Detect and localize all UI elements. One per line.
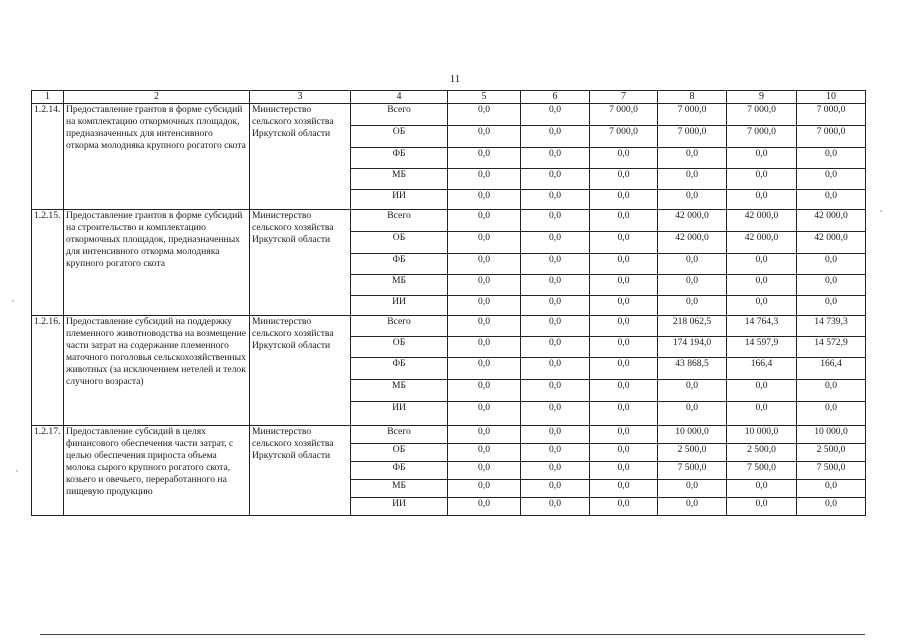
header-cell: 3 (250, 91, 351, 104)
value-cell: 0,0 (521, 380, 590, 402)
value-cell: 0,0 (521, 402, 590, 426)
value-cell: 0,0 (658, 380, 727, 402)
value-cell: 0,0 (797, 254, 866, 275)
value-cell: 0,0 (797, 480, 866, 498)
value-cell: 0,0 (727, 148, 797, 169)
value-cell: 10 000,0 (797, 426, 866, 444)
value-cell: 14 764,3 (727, 316, 797, 337)
value-cell: 0,0 (521, 210, 590, 232)
item-number: 1.2.14. (32, 104, 64, 210)
value-cell: 0,0 (448, 337, 521, 358)
value-cell: 0,0 (448, 126, 521, 148)
item-name: Предоставление грантов в форме субсидий на строительство и комплектацию откормочных площадок, предназначенных для интенсивного откорма молодняка крупного рогатого скота (64, 210, 250, 316)
value-cell: 218 062,5 (658, 316, 727, 337)
value-cell: 0,0 (727, 402, 797, 426)
value-cell: 0,0 (590, 296, 658, 316)
header-cell: 8 (658, 91, 727, 104)
value-cell: 0,0 (727, 480, 797, 498)
value-cell: 0,0 (448, 380, 521, 402)
value-cell: 0,0 (448, 296, 521, 316)
value-cell: 174 194,0 (658, 337, 727, 358)
header-cell: 6 (521, 91, 590, 104)
value-cell: 0,0 (590, 462, 658, 480)
funding-source: ФБ (351, 462, 448, 480)
funding-source: ОБ (351, 444, 448, 462)
value-cell: 42 000,0 (658, 210, 727, 232)
header-row (32, 91, 866, 104)
funding-source: ИИ (351, 402, 448, 426)
value-cell: 0,0 (521, 358, 590, 380)
funding-source: МБ (351, 380, 448, 402)
value-cell: 10 000,0 (727, 426, 797, 444)
value-cell: 0,0 (590, 337, 658, 358)
value-cell: 0,0 (590, 316, 658, 337)
value-cell: 0,0 (521, 498, 590, 516)
value-cell: 0,0 (590, 480, 658, 498)
value-cell: 0,0 (448, 169, 521, 190)
value-cell: 42 000,0 (797, 210, 866, 232)
scan-speck (16, 470, 18, 472)
value-cell: 0,0 (521, 462, 590, 480)
value-cell: 0,0 (658, 402, 727, 426)
value-cell: 0,0 (727, 380, 797, 402)
item-organization: Министерство сельского хозяйства Иркутской области (250, 426, 351, 516)
item-number: 1.2.17. (32, 426, 64, 516)
value-cell: 0,0 (658, 480, 727, 498)
value-cell: 0,0 (521, 126, 590, 148)
value-cell: 0,0 (448, 316, 521, 337)
value-cell: 0,0 (797, 380, 866, 402)
value-cell: 0,0 (448, 232, 521, 254)
value-cell: 0,0 (797, 148, 866, 169)
funding-source: ОБ (351, 232, 448, 254)
value-cell: 7 500,0 (797, 462, 866, 480)
value-cell: 0,0 (797, 498, 866, 516)
value-cell: 7 000,0 (590, 126, 658, 148)
value-cell: 0,0 (797, 190, 866, 210)
value-cell: 0,0 (521, 337, 590, 358)
value-cell: 0,0 (590, 254, 658, 275)
header-cell: 9 (727, 91, 797, 104)
value-cell: 0,0 (590, 275, 658, 296)
value-cell: 0,0 (658, 169, 727, 190)
funding-source: Всего (351, 316, 448, 337)
value-cell: 0,0 (797, 296, 866, 316)
value-cell: 2 500,0 (658, 444, 727, 462)
value-cell: 0,0 (590, 498, 658, 516)
funding-source: Всего (351, 426, 448, 444)
value-cell: 7 500,0 (727, 462, 797, 480)
header-cell: 2 (64, 91, 250, 104)
value-cell: 7 000,0 (727, 104, 797, 126)
table-row (32, 316, 866, 337)
value-cell: 0,0 (658, 148, 727, 169)
value-cell: 0,0 (521, 148, 590, 169)
value-cell: 42 000,0 (658, 232, 727, 254)
value-cell: 0,0 (658, 275, 727, 296)
value-cell: 166,4 (727, 358, 797, 380)
value-cell: 0,0 (521, 296, 590, 316)
value-cell: 14 572,9 (797, 337, 866, 358)
header-cell: 7 (590, 91, 658, 104)
value-cell: 2 500,0 (727, 444, 797, 462)
value-cell: 42 000,0 (727, 232, 797, 254)
value-cell: 0,0 (590, 169, 658, 190)
value-cell: 0,0 (727, 254, 797, 275)
value-cell: 0,0 (727, 498, 797, 516)
funding-source: Всего (351, 210, 448, 232)
value-cell: 7 000,0 (727, 126, 797, 148)
header-cell: 1 (32, 91, 64, 104)
value-cell: 0,0 (448, 148, 521, 169)
value-cell: 0,0 (521, 480, 590, 498)
funding-source: ФБ (351, 254, 448, 275)
value-cell: 0,0 (658, 254, 727, 275)
value-cell: 0,0 (521, 232, 590, 254)
value-cell: 0,0 (521, 254, 590, 275)
value-cell: 0,0 (590, 190, 658, 210)
funding-source: ИИ (351, 190, 448, 210)
value-cell: 42 000,0 (797, 232, 866, 254)
value-cell: 0,0 (521, 275, 590, 296)
value-cell: 0,0 (658, 498, 727, 516)
value-cell: 0,0 (521, 316, 590, 337)
value-cell: 0,0 (448, 426, 521, 444)
value-cell: 0,0 (521, 169, 590, 190)
funding-source: ФБ (351, 358, 448, 380)
value-cell: 0,0 (521, 426, 590, 444)
table-row (32, 426, 866, 444)
value-cell: 0,0 (448, 104, 521, 126)
value-cell: 42 000,0 (727, 210, 797, 232)
item-organization: Министерство сельского хозяйства Иркутской области (250, 210, 351, 316)
value-cell: 7 500,0 (658, 462, 727, 480)
item-organization: Министерство сельского хозяйства Иркутской области (250, 316, 351, 426)
value-cell: 7 000,0 (590, 104, 658, 126)
funding-source: ИИ (351, 296, 448, 316)
item-name: Предоставление грантов в форме субсидий на комплектацию откормочных площадок, предназначенных для интенсивного откорма молодняка крупного рогатого скота (64, 104, 250, 210)
value-cell: 0,0 (658, 296, 727, 316)
value-cell: 0,0 (448, 254, 521, 275)
value-cell: 14 597,9 (727, 337, 797, 358)
value-cell: 0,0 (658, 190, 727, 210)
value-cell: 0,0 (448, 275, 521, 296)
value-cell: 0,0 (448, 444, 521, 462)
value-cell: 10 000,0 (658, 426, 727, 444)
value-cell: 7 000,0 (797, 126, 866, 148)
value-cell: 0,0 (448, 480, 521, 498)
scan-speck (12, 300, 14, 302)
value-cell: 0,0 (521, 104, 590, 126)
value-cell: 0,0 (727, 275, 797, 296)
funding-source: ФБ (351, 148, 448, 169)
value-cell: 0,0 (797, 402, 866, 426)
funding-source: ОБ (351, 126, 448, 148)
header-cell: 10 (797, 91, 866, 104)
value-cell: 2 500,0 (797, 444, 866, 462)
value-cell: 0,0 (448, 498, 521, 516)
value-cell: 0,0 (590, 358, 658, 380)
funding-source: Всего (351, 104, 448, 126)
value-cell: 0,0 (448, 190, 521, 210)
value-cell: 0,0 (590, 426, 658, 444)
item-number: 1.2.16. (32, 316, 64, 426)
value-cell: 0,0 (727, 190, 797, 210)
value-cell: 0,0 (797, 169, 866, 190)
funding-source: ИИ (351, 498, 448, 516)
value-cell: 0,0 (727, 169, 797, 190)
bottom-rule (40, 634, 865, 635)
value-cell: 0,0 (521, 444, 590, 462)
value-cell: 0,0 (797, 275, 866, 296)
value-cell: 14 739,3 (797, 316, 866, 337)
item-name: Предоставление субсидий на поддержку племенного животноводства на возмещение части затрат на содержание племенного маточного поголовья сельскохозяйственных животных (за исключением нетелей и телок случного возраста) (64, 316, 250, 426)
value-cell: 0,0 (448, 210, 521, 232)
page-number: 11 (449, 73, 461, 85)
value-cell: 0,0 (590, 380, 658, 402)
value-cell: 0,0 (448, 462, 521, 480)
funding-source: МБ (351, 169, 448, 190)
value-cell: 7 000,0 (797, 104, 866, 126)
value-cell: 0,0 (590, 444, 658, 462)
value-cell: 7 000,0 (658, 104, 727, 126)
item-number: 1.2.15. (32, 210, 64, 316)
table-row (32, 104, 866, 126)
scan-speck (880, 210, 882, 212)
value-cell: 0,0 (448, 358, 521, 380)
program-table (31, 90, 866, 516)
value-cell: 0,0 (448, 402, 521, 426)
funding-source: ОБ (351, 337, 448, 358)
value-cell: 0,0 (727, 296, 797, 316)
item-organization: Министерство сельского хозяйства Иркутской области (250, 104, 351, 210)
value-cell: 0,0 (521, 190, 590, 210)
funding-source: МБ (351, 275, 448, 296)
value-cell: 166,4 (797, 358, 866, 380)
header-cell: 4 (351, 91, 448, 104)
funding-source: МБ (351, 480, 448, 498)
value-cell: 7 000,0 (658, 126, 727, 148)
value-cell: 0,0 (590, 232, 658, 254)
value-cell: 0,0 (590, 148, 658, 169)
value-cell: 0,0 (590, 402, 658, 426)
table-row (32, 210, 866, 232)
value-cell: 43 868,5 (658, 358, 727, 380)
header-cell: 5 (448, 91, 521, 104)
value-cell: 0,0 (590, 210, 658, 232)
item-name: Предоставление субсидий в целях финансового обеспечения части затрат, с целью обеспечения прироста объема молока сырого крупного рогатого скота, козьего и овечьего, переработанного на пищевую продукцию (64, 426, 250, 516)
